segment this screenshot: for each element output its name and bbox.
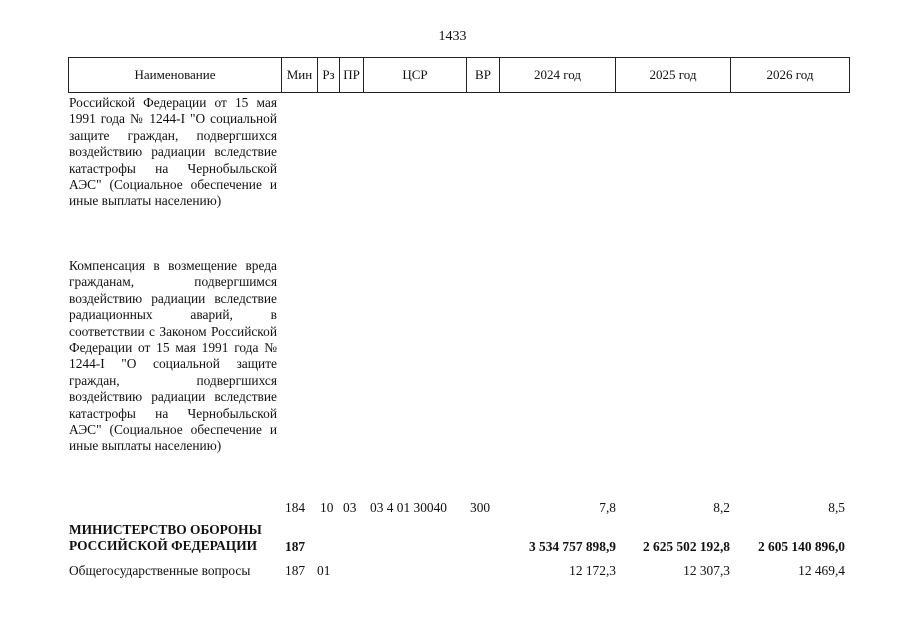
row-rz: 01 (317, 563, 331, 578)
header-csr: ЦСР (364, 58, 467, 92)
row-name: Общегосударственные вопросы (69, 563, 251, 578)
row-name: МИНИСТЕРСТВО ОБОРОНЫ РОССИЙСКОЙ ФЕДЕРАЦИИ (69, 522, 262, 554)
row-2026: 2 605 140 896,0 (757, 539, 845, 554)
row-2026: 8,5 (828, 500, 845, 515)
header-2025: 2025 год (616, 58, 731, 92)
page-number: 1433 (438, 29, 467, 44)
row-2026: 12 469,4 (798, 563, 845, 578)
row-rz: 10 (320, 500, 334, 515)
row-min: 184 (285, 500, 306, 515)
table-header (68, 57, 850, 93)
header-rz: Рз (318, 58, 340, 92)
row-2025: 12 307,3 (683, 563, 730, 578)
row-min: 187 (285, 563, 306, 578)
header-min: Мин (282, 58, 318, 92)
row-csr: 03 4 01 30040 (370, 500, 447, 515)
row-2025: 2 625 502 192,8 (642, 539, 730, 554)
row-vr: 300 (470, 500, 491, 515)
row-name: Компенсация в возмещение вреда гражданам, подвергшимся воздействию радиации вследствие радиационных аварий, в соответствии с Законом Российской Федерации от 15 мая 1991 года № 1244-I "О социальной защите граждан, подвергшихся воздействию радиации вследствие катастрофы на Чернобыльской АЭС" (Социальное обеспечение и иные выплаты населению) (69, 258, 277, 454)
row-2024: 3 534 757 898,9 (528, 539, 616, 554)
row-min: 187 (285, 539, 306, 554)
header-2024: 2024 год (500, 58, 616, 92)
row-2025: 8,2 (713, 500, 730, 515)
row-2024: 7,8 (599, 500, 616, 515)
header-2026: 2026 год (766, 67, 814, 82)
header-name: Наименование (69, 58, 282, 92)
row-pr: 03 (343, 500, 357, 515)
row-2024: 12 172,3 (569, 563, 616, 578)
row-name: Российской Федерации от 15 мая 1991 года № 1244-I "О социальной защите граждан, подвергшихся воздействию радиации вследствие катастрофы на Чернобыльской АЭС" (Социальное обеспечение и иные выплаты населению) (69, 95, 277, 209)
header-pr: ПР (340, 58, 364, 92)
header-vr: ВР (467, 58, 500, 92)
